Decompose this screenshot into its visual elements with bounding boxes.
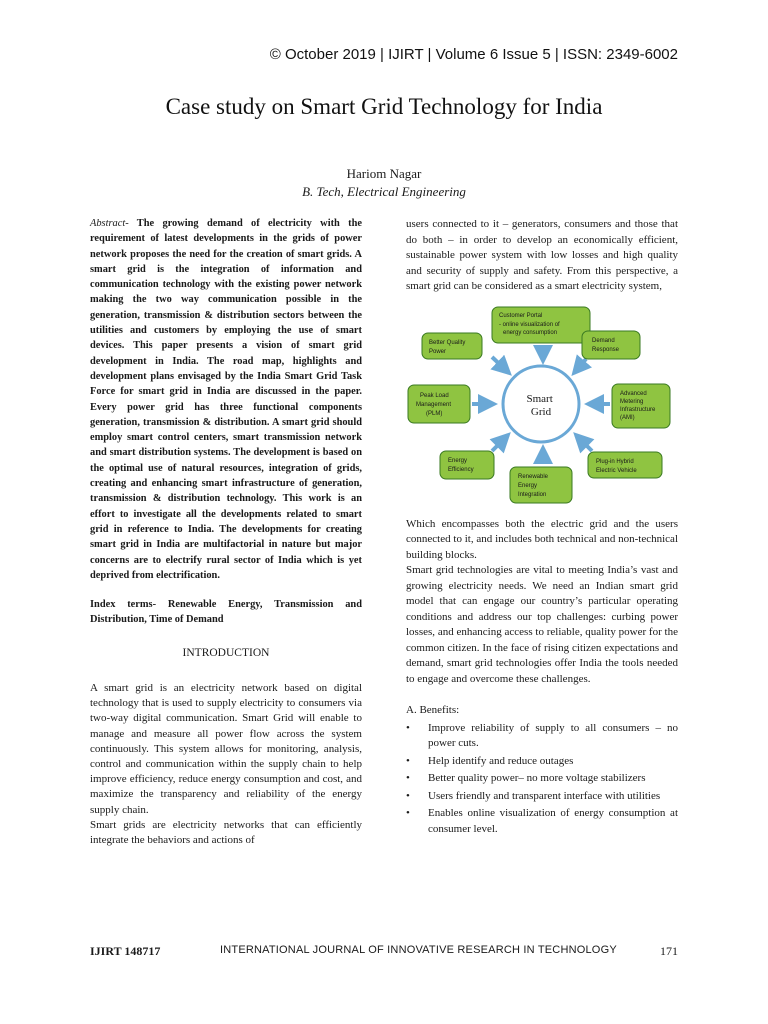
demand-response-line1: Demand bbox=[592, 337, 615, 344]
bullet-icon: • bbox=[406, 721, 410, 734]
center-label-line1: Smart bbox=[526, 392, 553, 405]
author-name: Hariom Nagar bbox=[346, 166, 422, 181]
renewable-line3: Integration bbox=[518, 491, 547, 498]
abstract bbox=[90, 216, 362, 583]
right-paragraph-2: Which encompasses both the electric grid and the users connected to it, and includes both technical and non-technical building blocks. bbox=[406, 517, 678, 561]
arrow-power-quality bbox=[492, 357, 509, 373]
footer-paper-id: IJIRT 148717 bbox=[90, 944, 161, 958]
arrow-demand-response bbox=[574, 359, 586, 373]
paper-title: Case study on Smart Grid Technology for India bbox=[165, 94, 603, 119]
benefit-text: Enables online visualization of energy consumption at consumer level. bbox=[428, 807, 678, 835]
phev-line2: Electric Vehicle bbox=[596, 467, 637, 474]
bullet-icon: • bbox=[406, 807, 410, 819]
list-item bbox=[406, 789, 678, 805]
power-quality-line2: Power bbox=[429, 348, 447, 355]
benefit-text: Help identify and reduce outages bbox=[428, 754, 574, 767]
customer-portal-line3: energy consumption bbox=[503, 329, 558, 336]
customer-portal-line2: - online visualization of bbox=[499, 321, 560, 328]
introduction-paragraph-2: Smart grids are electricity networks that can efficiently integrate the behaviors and actions of bbox=[90, 818, 362, 846]
abstract-lead: Abstract- bbox=[90, 218, 129, 229]
benefits-heading: A. Benefits: bbox=[406, 704, 460, 716]
right-column bbox=[406, 217, 678, 839]
center-label-line2: Grid bbox=[530, 405, 552, 418]
node-energy-efficiency bbox=[440, 451, 494, 479]
node-demand-response bbox=[582, 331, 640, 359]
list-item bbox=[406, 721, 678, 752]
renewable-line2: Energy bbox=[518, 482, 538, 489]
demand-response-line2: Response bbox=[592, 346, 620, 353]
efficiency-line1: Energy bbox=[448, 457, 468, 464]
list-item bbox=[406, 754, 678, 770]
renewable-line1: Renewable bbox=[518, 473, 549, 480]
ami-line4: (AMI) bbox=[620, 414, 635, 421]
footer-journal-name: INTERNATIONAL JOURNAL OF INNOVATIVE RESEARCH IN TECHNOLOGY bbox=[220, 944, 617, 956]
ami-line1: Advanced bbox=[620, 390, 647, 397]
benefit-text: Users friendly and transparent interface with utilities bbox=[428, 789, 661, 802]
plm-line3: (PLM) bbox=[426, 410, 443, 417]
bullet-icon: • bbox=[406, 772, 410, 784]
ami-line2: Metering bbox=[620, 398, 644, 405]
benefit-text: Improve reliability of supply to all consumers – no power cuts. bbox=[428, 721, 678, 749]
left-column bbox=[90, 216, 362, 848]
efficiency-line2: Efficiency bbox=[448, 466, 474, 473]
journal-citation-header: © October 2019 | IJIRT | Volume 6 Issue 5 | ISSN: 2349-6002 bbox=[269, 46, 678, 63]
plm-line1: Peak Load bbox=[420, 392, 449, 399]
page-footer bbox=[90, 944, 678, 962]
introduction-heading: INTRODUCTION bbox=[182, 646, 270, 659]
index-terms: Index terms- Renewable Energy, Transmission and Distribution, Time of Demand bbox=[90, 599, 362, 626]
benefit-text: Better quality power– no more voltage stabilizers bbox=[428, 772, 646, 784]
arrow-phev bbox=[576, 435, 592, 451]
arrow-efficiency bbox=[492, 435, 508, 451]
bullet-icon: • bbox=[406, 789, 410, 802]
right-paragraph-3: Smart grid technologies are vital to meeting India’s vast and growing electricity needs. We need an Indian smart grid model that can engage our country’s particular operating conditions and address our top challenges: curbing power losses, and enhancing access to reliable, quality power for the common citizen. In the face of rising citizen expectations and demand, smart grid technologies offer India the tools needed to engage and overcome these challenges. bbox=[406, 564, 678, 685]
author-affiliation: B. Tech, Electrical Engineering bbox=[302, 184, 466, 199]
introduction-paragraph-1: A smart grid is an electricity network based on digital technology that is used to supply electricity to consumers via two-way digital communication. Smart Grid will enable to manage and measure all power flow across the system continuously. This system allows for monitoring, analysis, control and communication within the supply chain to help improve efficiency, reduce energy consumption and cost, and maximize the transparency and reliability of the energy supply chain. bbox=[90, 681, 362, 816]
list-item bbox=[406, 771, 678, 787]
list-item bbox=[406, 806, 678, 837]
benefits-list bbox=[406, 721, 678, 838]
phev-line1: Plug-in Hybrid bbox=[596, 458, 634, 465]
power-quality-line1: Better Quality bbox=[429, 339, 466, 346]
abstract-text: The growing demand of electricity with the requirement of latest developments in the grids of power network proposes the need for the creation of smart grids. A smart grid is the integration of information and communication technology with the existing power network making the two way communication possible in the generation, transmission & distribution sectors between the utilities and customers by employing the use of smart devices. This paper presents a vision of smart grid development in India. The road map, highlights and development plans envisaged by the India Smart Grid Task Force for smart grid in India are discussed in the paper. Every power grid has three functional components generation, transmission & distribution. A smart grid should employ smart control centers, smart transmission network and smart distribution systems. The development is based on the optimal use of natural resources, integration of grids, creating and enhancing smart infrastructure of generation, transmission & distribution technology. This work is an effort to investigate all the developments related to smart grid in reference to India. The developments for creating smart grid in India are multifactorial in nature but major concerns are to electrify rural sector of India which is yet deprived from electrification. bbox=[90, 218, 362, 581]
ami-line3: Infrastructure bbox=[620, 406, 656, 413]
node-better-quality-power bbox=[422, 333, 482, 359]
plm-line2: Management bbox=[416, 401, 452, 408]
smart-grid-diagram bbox=[406, 301, 678, 511]
bullet-icon: • bbox=[406, 754, 410, 767]
customer-portal-line1: Customer Portal bbox=[499, 312, 543, 319]
footer-page-number: 171 bbox=[660, 944, 678, 958]
node-phev bbox=[588, 452, 662, 478]
right-paragraph-1: users connected to it – generators, consumers and those that do both – in order to develop an economically efficient, sustainable power system with low losses and high quality and security of supply and safety. From this perspective, a smart grid can be considered as a smart electricity system, bbox=[406, 218, 678, 292]
